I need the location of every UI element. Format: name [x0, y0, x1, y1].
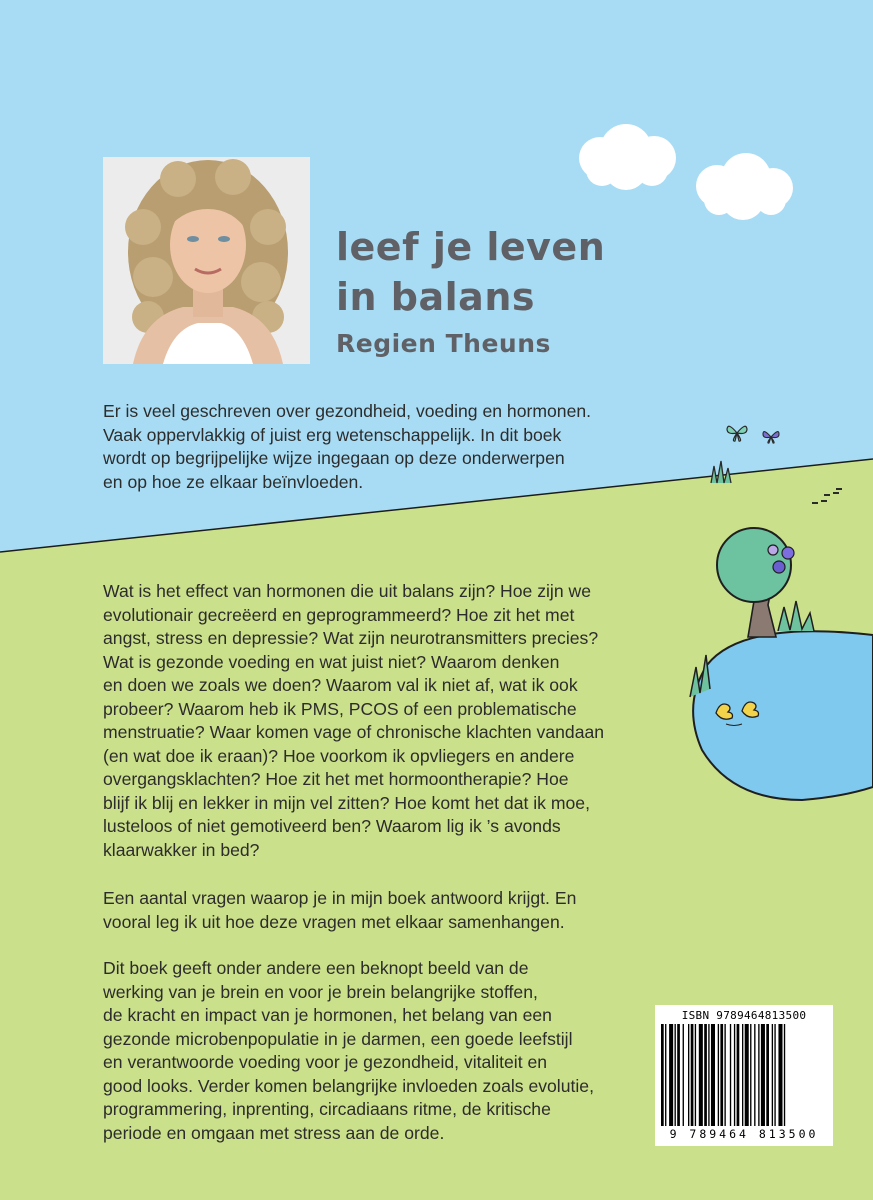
summary-line: de kracht en impact van je hormonen, het belang van een	[103, 1005, 552, 1025]
summary-line: gezonde microbenpopulatie in je darmen, een goede leefstijl	[103, 1028, 573, 1049]
questions-paragraph	[103, 580, 604, 862]
questions-line: menstruatie? Waar komen vage of chronische klachten vandaan	[103, 722, 605, 742]
book-title-line-2: in balans	[336, 275, 535, 319]
intro-line: Vaak oppervlakkig of juist erg wetenschappelijk. In dit boek	[103, 424, 562, 445]
summary-line: Dit boek geeft onder andere een beknopt beeld van de	[103, 958, 529, 978]
questions-line: lusteloos of niet gemotiveerd ben? Waarom lig ik ’s avonds	[103, 816, 561, 836]
summary-line: periode en omgaan met stress aan de orde.	[103, 1122, 445, 1143]
summary-line: en verantwoorde voeding voor je gezondheid, vitaliteit en	[103, 1052, 548, 1072]
questions-line: en doen we zoals we doen? Waarom val ik niet af, wat ik ook	[103, 675, 578, 695]
author-photo	[103, 157, 310, 364]
answers-line: vooral leg ik uit hoe deze vragen met elkaar samenhangen.	[103, 911, 565, 932]
cloud-icon	[574, 122, 680, 194]
summary-line: werking van je brein en voor je brein belangrijke stoffen,	[103, 981, 538, 1002]
intro-paragraph	[103, 400, 591, 494]
isbn-label: ISBN 9789464813500	[681, 1009, 807, 1022]
author-name: Regien Theuns	[336, 329, 551, 358]
questions-line: klaarwakker in bed?	[103, 839, 260, 860]
questions-line: blijf ik blij en lekker in mijn vel zitten? Hoe komt het dat ik moe,	[103, 792, 590, 813]
questions-line: angst, stress en depressie? Wat zijn neurotransmitters precies?	[103, 628, 599, 648]
questions-line: probeer? Waarom heb ik PMS, PCOS of een problematische	[103, 698, 577, 719]
questions-line: evolutionair gecreëerd en geprogrammeerd? Hoe zit het met	[103, 604, 575, 625]
grass-tuft-icon	[708, 458, 738, 484]
barcode-digits: 9 789464 813500	[669, 1127, 819, 1141]
questions-line: overgangsklachten? Hoe zit het met hormoontherapie? Hoe	[103, 769, 569, 789]
summary-line: good looks. Verder komen belangrijke invloeden zoals evolutie,	[103, 1075, 594, 1096]
answers-paragraph	[103, 887, 576, 934]
answers-line: Een aantal vragen waarop je in mijn boek antwoord krijgt. En	[103, 888, 577, 908]
barcode-bars	[661, 1024, 827, 1126]
intro-line: Er is veel geschreven over gezondheid, voeding en hormonen.	[103, 401, 592, 421]
questions-line: Wat is gezonde voeding en wat juist niet? Waarom denken	[103, 651, 560, 672]
butterfly-icon	[761, 428, 781, 446]
summary-line: programmering, inprenting, circadiaans ritme, de kritische	[103, 1099, 551, 1119]
questions-line: (en wat doe ik eraan)? Hoe voorkom ik opvliegers en andere	[103, 745, 575, 766]
isbn-barcode	[655, 1005, 833, 1146]
cloud-icon	[691, 150, 797, 222]
pond-and-tree-illustration	[682, 525, 873, 870]
questions-line: Wat is het effect van hormonen die uit balans zijn? Hoe zijn we	[103, 581, 592, 601]
intro-line: en op hoe ze elkaar beïnvloeden.	[103, 471, 364, 492]
footprints-icon	[810, 488, 846, 510]
summary-paragraph	[103, 957, 594, 1145]
intro-line: wordt op begrijpelijke wijze ingegaan op deze onderwerpen	[103, 448, 565, 468]
butterfly-icon	[725, 422, 749, 444]
book-title	[336, 222, 656, 322]
book-title-line-1: leef je leven	[336, 225, 606, 269]
